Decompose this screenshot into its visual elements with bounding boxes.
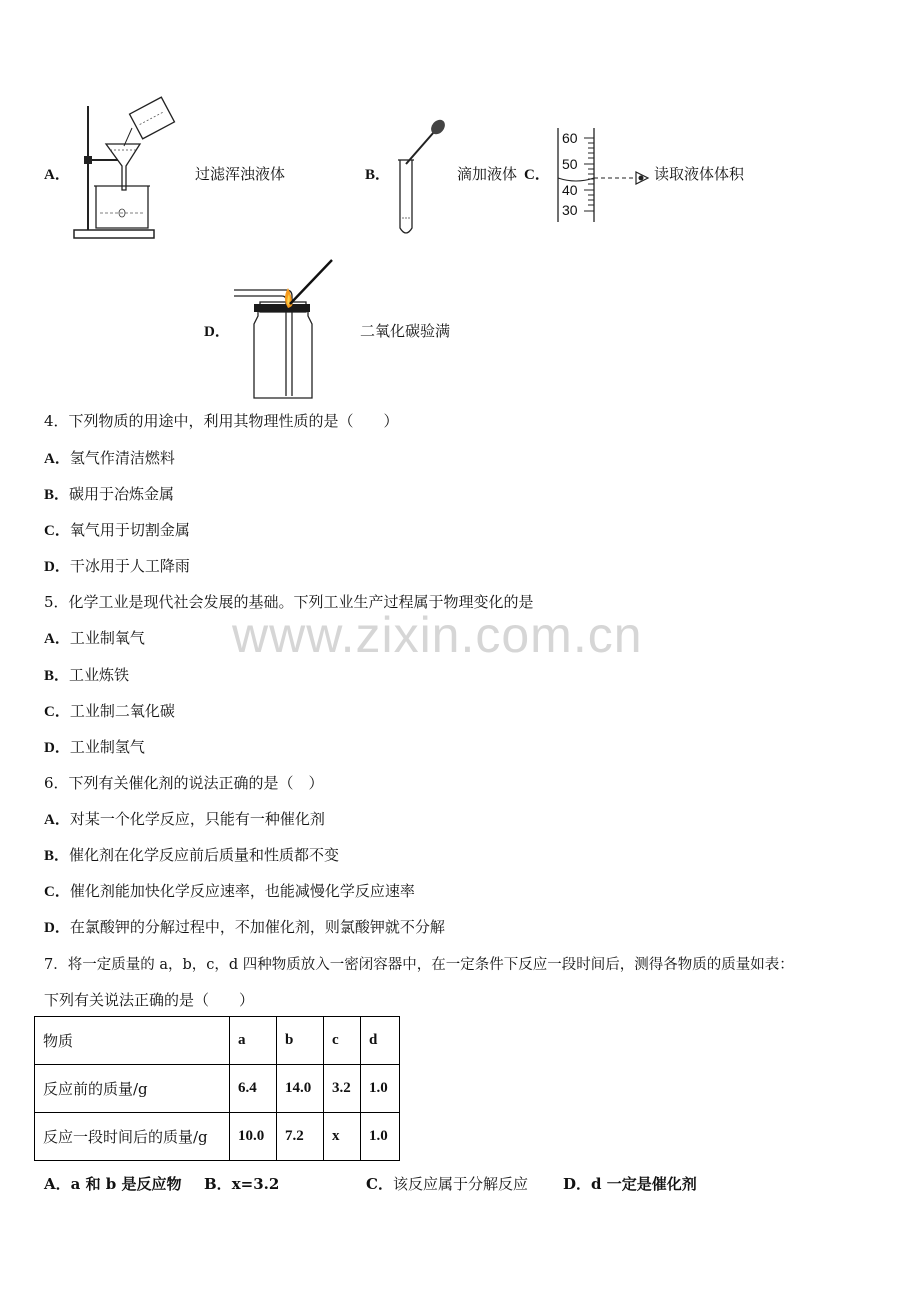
q5-option-b[interactable]: [44, 664, 129, 685]
q4-option-a-label: A．: [44, 451, 70, 467]
q4-stem: 4．下列物质的用途中，利用其物理性质的是（ ）: [44, 412, 399, 430]
q3-option-d-label[interactable]: D．: [204, 324, 230, 340]
cylinder-tick-30: 30: [562, 202, 578, 218]
q5-stem: 5．化学工业是现代社会发展的基础。下列工业生产过程属于物理变化的是: [44, 593, 534, 611]
table-cell: x: [324, 1113, 361, 1161]
q5-option-d-text: 工业制氢气: [69, 738, 145, 756]
q5-option-b-text: 工业炼铁: [69, 666, 130, 684]
q7-option-b-text: x=3.2: [231, 1175, 280, 1193]
table-row: [35, 1065, 400, 1113]
table-header-cell: 物质: [35, 1017, 230, 1065]
q4-option-d-text: 干冰用于人工降雨: [69, 557, 190, 575]
q3-option-c-label[interactable]: C．: [524, 167, 550, 183]
q7-option-d-label: D．: [563, 1175, 592, 1193]
q5-option-a-label: A．: [44, 631, 70, 647]
table-row: [35, 1113, 400, 1161]
q5-option-a-text: 工业制氧气: [69, 629, 145, 647]
cylinder-tick-50: 50: [562, 156, 578, 172]
q7-option-a-label: A．: [44, 1175, 71, 1193]
q4-option-b-label: B．: [44, 487, 70, 503]
q7-option-d-text: d 一定是催化剂: [591, 1175, 697, 1193]
q4-option-c-text: 氧气用于切割金属: [69, 521, 190, 539]
q7-option-c-text: 该反应属于分解反应: [392, 1175, 528, 1193]
q5-option-c-text: 工业制二氧化碳: [69, 702, 175, 720]
q6-option-a-label: A．: [44, 812, 70, 828]
gas-bottle-flame-icon: [232, 258, 337, 400]
q4-option-d-label: D．: [44, 559, 70, 575]
q3-option-c-caption: 读取液体体积: [654, 165, 745, 183]
q7-option-a-text: a 和 b 是反应物: [70, 1175, 182, 1193]
q5-option-c[interactable]: [44, 700, 175, 721]
q6-stem: 6．下列有关催化剂的说法正确的是（ ）: [44, 774, 324, 792]
table-cell: 1.0: [361, 1065, 400, 1113]
q5-option-a[interactable]: [44, 627, 145, 648]
table-cell: 反应前的质量/g: [35, 1065, 230, 1113]
q3-option-b-label[interactable]: B．: [365, 167, 391, 183]
q6-option-d[interactable]: [44, 916, 445, 937]
table-cell: 7.2: [277, 1113, 324, 1161]
q4-option-a[interactable]: [44, 447, 175, 468]
q7-option-c-label: C．: [366, 1175, 393, 1193]
q7-mass-table: [34, 1016, 400, 1161]
q3-option-a-label[interactable]: A．: [44, 167, 70, 183]
q7-option-b[interactable]: [204, 1173, 279, 1194]
q3-option-a-caption: 过滤浑浊液体: [195, 165, 286, 183]
q4-option-c-label: C．: [44, 523, 70, 539]
table-header-cell: a: [230, 1017, 277, 1065]
q4-option-b-text: 碳用于冶炼金属: [69, 485, 175, 503]
q6-option-b-label: B．: [44, 848, 70, 864]
q5-option-d[interactable]: [44, 736, 145, 757]
q4-option-a-text: 氢气作清洁燃料: [69, 449, 175, 467]
q5-option-c-label: C．: [44, 704, 70, 720]
table-cell: 6.4: [230, 1065, 277, 1113]
q3-option-b-caption: 滴加液体: [457, 165, 518, 183]
table-cell: 3.2: [324, 1065, 361, 1113]
q6-option-b-text: 催化剂在化学反应前后质量和性质都不变: [69, 846, 340, 864]
q7-option-d[interactable]: [563, 1173, 697, 1194]
table-header-row: [35, 1017, 400, 1065]
q7-option-c[interactable]: [366, 1173, 528, 1194]
dropper-test-tube-icon: [392, 118, 452, 240]
q7-option-a[interactable]: [44, 1173, 182, 1194]
q4-option-d[interactable]: [44, 555, 190, 576]
table-header-cell: c: [324, 1017, 361, 1065]
watermark: www.zixin.com.cn: [232, 607, 643, 663]
q4-option-c[interactable]: [44, 519, 190, 540]
q6-option-d-label: D．: [44, 920, 70, 936]
table-header-cell: d: [361, 1017, 400, 1065]
q4-option-b[interactable]: [44, 483, 174, 504]
cylinder-tick-40: 40: [562, 182, 578, 198]
q7-stem-line2: 下列有关说法正确的是（ ）: [44, 991, 255, 1009]
q6-option-b[interactable]: [44, 844, 339, 865]
q6-option-d-text: 在氯酸钾的分解过程中，不加催化剂，则氯酸钾就不分解: [69, 918, 445, 936]
table-cell: 反应一段时间后的质量/g: [35, 1113, 230, 1161]
q6-option-c[interactable]: [44, 880, 415, 901]
table-cell: 14.0: [277, 1065, 324, 1113]
table-cell: 1.0: [361, 1113, 400, 1161]
q6-option-c-text: 催化剂能加快化学反应速率，也能减慢化学反应速率: [69, 882, 415, 900]
q6-option-c-label: C．: [44, 884, 70, 900]
q3-option-d-caption: 二氧化碳验满: [360, 322, 451, 340]
q5-option-d-label: D．: [44, 740, 70, 756]
table-header-cell: b: [277, 1017, 324, 1065]
q7-option-b-label: B．: [204, 1175, 232, 1193]
table-cell: 10.0: [230, 1113, 277, 1161]
cylinder-tick-60: 60: [562, 130, 578, 146]
q6-option-a[interactable]: [44, 808, 325, 829]
q5-option-b-label: B．: [44, 668, 70, 684]
filtration-apparatus-icon: [72, 98, 182, 243]
q7-stem-line1: 7．将一定质量的 a，b，c，d 四种物质放入一密闭容器中，在一定条件下反应一段时间后，测得各物质的质量如表：: [44, 957, 794, 973]
q6-option-a-text: 对某一个化学反应，只能有一种催化剂: [69, 810, 325, 828]
